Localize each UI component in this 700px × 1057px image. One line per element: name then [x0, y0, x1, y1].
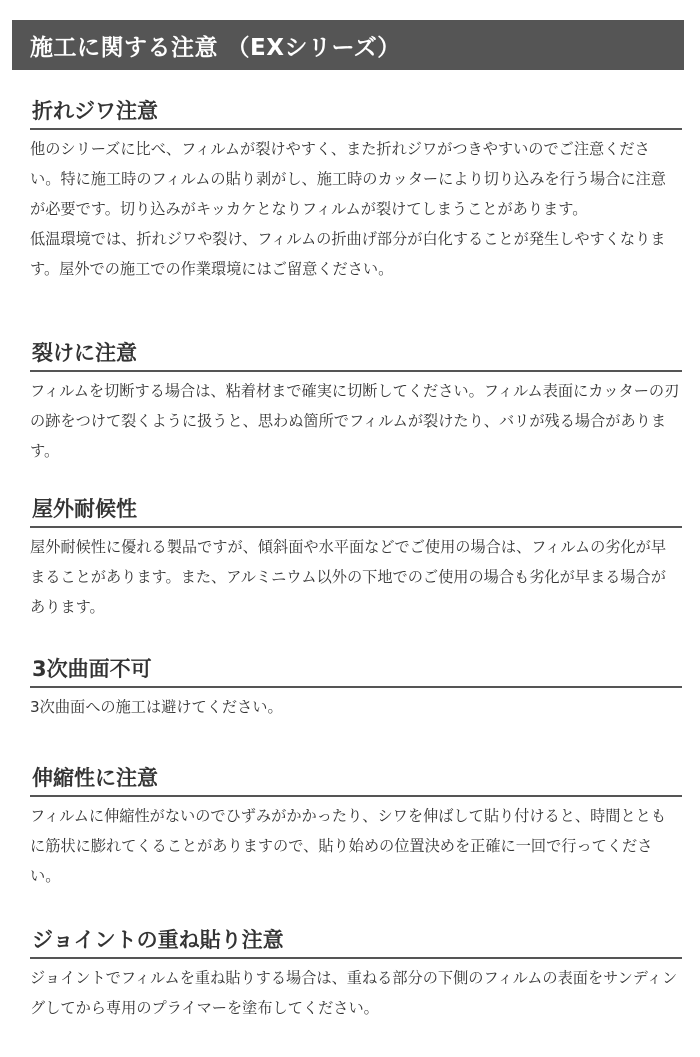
- section-heading: 3次曲面不可: [32, 657, 152, 681]
- section-body: [30, 692, 680, 722]
- section-3d-surface: [30, 654, 680, 722]
- section-fold-wrinkle: [30, 96, 680, 284]
- section-elasticity: [30, 763, 680, 891]
- section-heading: ジョイントの重ね貼り注意: [32, 928, 284, 952]
- section-heading: 裂けに注意: [32, 341, 137, 365]
- section-body: [30, 134, 680, 284]
- section-body: [30, 532, 680, 622]
- section-divider: [30, 526, 682, 528]
- page-title: 施工に関する注意 （EXシリーズ）: [30, 34, 401, 61]
- section-outdoor-durability: [30, 494, 680, 622]
- section-paragraph: 他のシリーズに比べ、フィルムが裂けやすく、また折れジワがつきやすいのでご注意ください。特に施工時のフィルムの貼り剥がし、施工時のカッターにより切り込みを行う場合に注意が必要です。切り込みがキッカケとなりフィルムが裂けてしまうことがあります。: [30, 140, 666, 218]
- section-heading: 屋外耐候性: [32, 497, 137, 521]
- section-body: [30, 376, 680, 466]
- section-heading: 折れジワ注意: [32, 99, 158, 123]
- section-divider: [30, 128, 682, 130]
- section-divider: [30, 686, 682, 688]
- section-joint-overlap: [30, 925, 680, 1023]
- section-heading: 伸縮性に注意: [32, 766, 158, 790]
- section-paragraph: ジョイントでフィルムを重ね貼りする場合は、重ねる部分の下側のフィルムの表面をサンディングしてから専用のプライマーを塗布してください。: [30, 969, 678, 1017]
- section-paragraph: 屋外耐候性に優れる製品ですが、傾斜面や水平面などでご使用の場合は、フィルムの劣化が早まることがあります。また、アルミニウム以外の下地でのご使用の場合も劣化が早まる場合があります。: [30, 538, 667, 616]
- title-bar: [12, 20, 684, 70]
- section-paragraph: 3次曲面への施工は避けてください。: [30, 698, 283, 716]
- section-paragraph: フィルムに伸縮性がないのでひずみがかかったり、シワを伸ばして貼り付けると、時間とともに筋状に膨れてくることがありますので、貼り始めの位置決めを正確に一回で行ってください。: [30, 807, 667, 885]
- section-paragraph: フィルムを切断する場合は、粘着材まで確実に切断してください。フィルム表面にカッターの刃の跡をつけて裂くように扱うと、思わぬ箇所でフィルムが裂けたり、バリが残る場合があります。: [30, 382, 680, 460]
- section-body: [30, 801, 680, 891]
- section-tear: [30, 338, 680, 466]
- section-divider: [30, 795, 682, 797]
- section-divider: [30, 957, 682, 959]
- section-paragraph: 低温環境では、折れジワや裂け、フィルムの折曲げ部分が白化することが発生しやすくなります。屋外での施工での作業環境にはご留意ください。: [30, 230, 666, 278]
- section-divider: [30, 370, 682, 372]
- section-body: [30, 963, 680, 1023]
